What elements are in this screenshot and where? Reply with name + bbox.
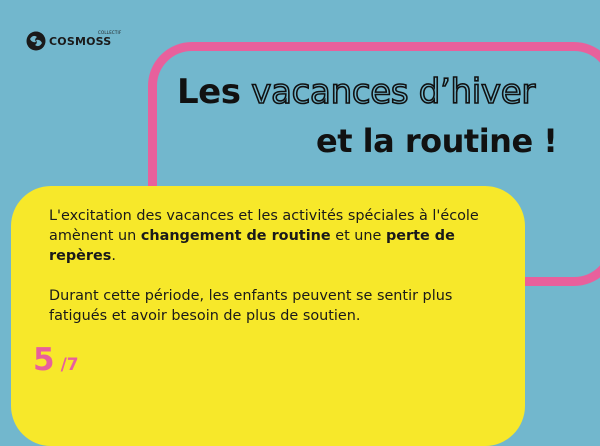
brand-small-text: COLLECTIF	[98, 30, 122, 35]
paragraph-2: Durant cette période, les enfants peuvent se sentir plus fatigués et avoir besoin de plus de soutien.	[49, 288, 453, 324]
brand-logo	[26, 30, 122, 51]
body-text	[49, 206, 479, 326]
page-counter	[33, 342, 79, 378]
paragraph-1-part-2: et une	[330, 228, 386, 244]
paragraph-1-bold-2: perte de repères	[49, 228, 455, 264]
title-outline-words: vacances d’hiver	[251, 72, 536, 112]
cosmoss-logo-icon	[26, 31, 46, 51]
page-title-line-1	[177, 72, 535, 112]
title-bold-word: Les	[177, 72, 241, 112]
paragraph-1-bold-1: changement de routine	[140, 228, 331, 244]
paragraph-1	[49, 206, 479, 266]
paragraph-1-part-1: L'excitation des vacances et les activités spéciales à l'école amènent un	[49, 208, 479, 244]
page-total-number: /7	[60, 355, 79, 375]
page-current-number: 5	[33, 342, 55, 378]
page-title-line-2: et la routine !	[316, 122, 558, 160]
brand-name: COSMOSS	[49, 34, 112, 48]
paragraph-1-part-3: .	[111, 248, 116, 264]
